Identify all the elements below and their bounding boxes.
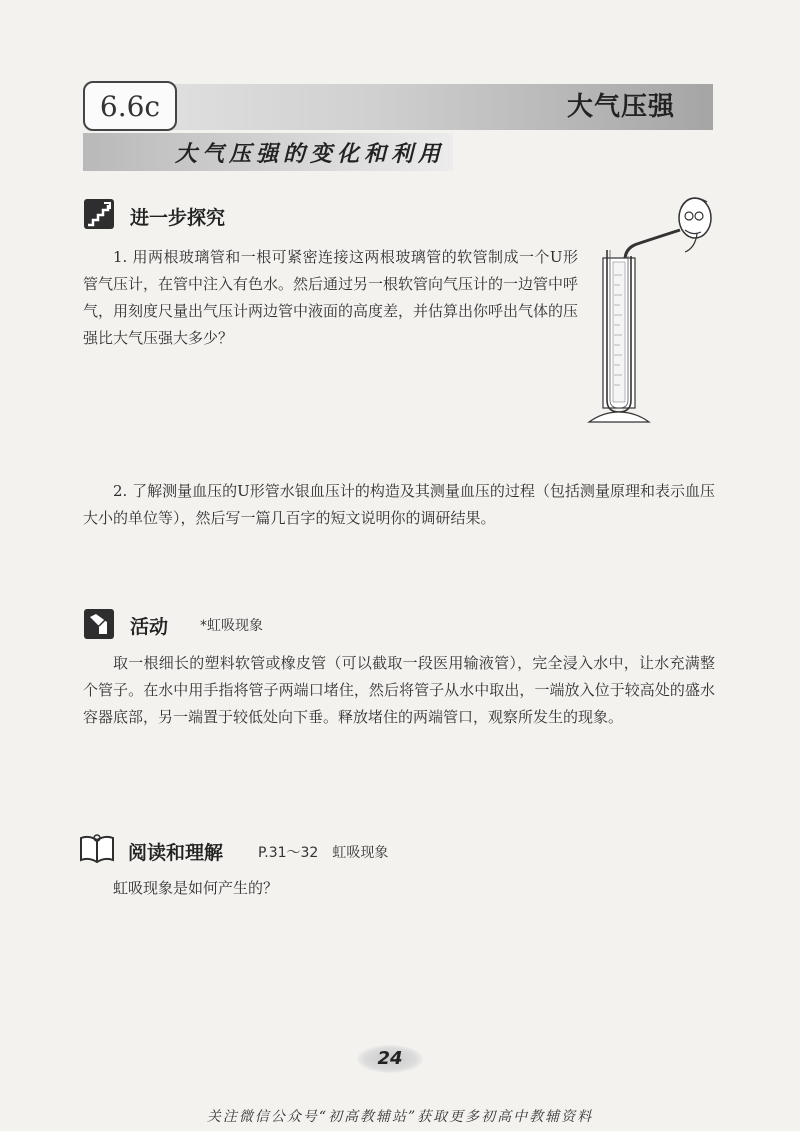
activity-heading: 活动 (130, 616, 169, 638)
reading-reference: P.31～32 虹吸现象 (258, 845, 389, 861)
section-subtitle: 大气压强的变化和利用 (175, 141, 446, 167)
explore-question-2: 2. 了解测量血压的U形管水银血压计的构造及其测量血压的过程（包括测量原理和表示血压大小的单位等），然后写一篇几百字的短文说明你的调研结果。 (83, 482, 715, 527)
u-tube-manometer-illustration (585, 190, 725, 429)
open-book-icon (78, 832, 116, 868)
footer-note: 关注微信公众号“初高教辅站”获取更多初高中教辅资料 (206, 1109, 594, 1125)
explore-question-1: 1. 用两根玻璃管和一根可紧密连接这两根玻璃管的软管制成一个U形管气压计，在管中注入有色水。然后通过另一根软管向气压计的一边管中呼气，用刻度尺量出气压计两边管中液面的高度差，并估算出你呼出气体的压强比大气压强大多少？ (83, 248, 579, 347)
activity-text: 取一根细长的塑料软管或橡皮管（可以截取一段医用输液管），完全浸入水中，让水充满整个管子。在水中用手指将管子两端口堵住，然后将管子从水中取出，一端放入位于较高处的盛水容器底部，另一端置于较低处向下垂。释放堵住的两端管口，观察所发生的现象。 (83, 654, 715, 726)
section-number: 6.6c (83, 81, 177, 131)
hand-icon (83, 608, 115, 644)
reading-heading: 阅读和理解 (128, 842, 224, 864)
page-number: 24 (357, 1045, 423, 1073)
stairs-icon (83, 198, 115, 234)
chapter-title: 大气压强 (566, 92, 675, 122)
explore-heading: 进一步探究 (130, 207, 226, 229)
activity-topic: *虹吸现象 (200, 618, 263, 634)
reading-question: 虹吸现象是如何产生的？ (113, 879, 279, 897)
